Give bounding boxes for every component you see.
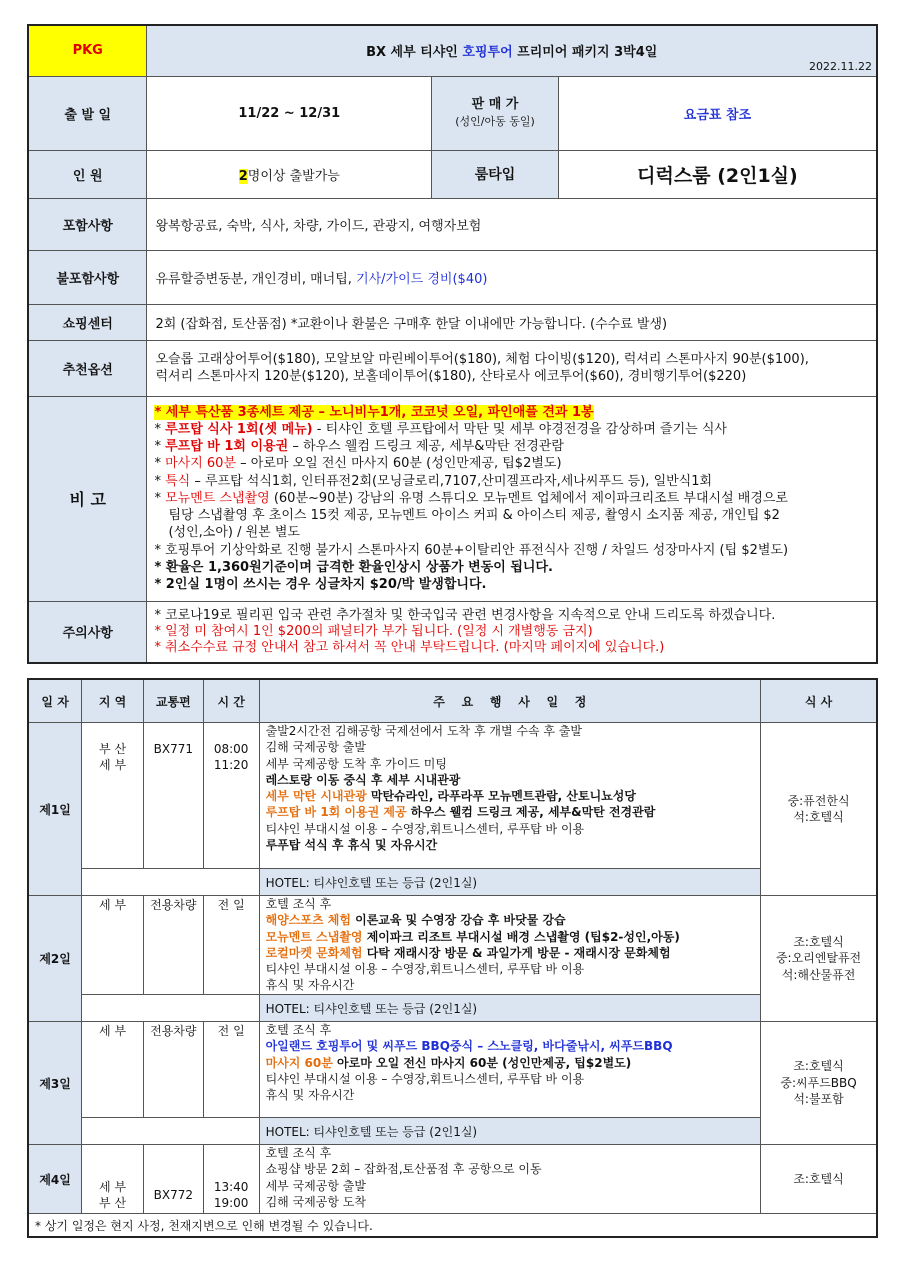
schedule-content — [259, 723, 760, 869]
time: 전 일 — [203, 896, 259, 995]
schedule-line: 김해 국제공항 도착 — [265, 1194, 366, 1209]
schedule-content — [259, 1145, 760, 1214]
title-highlight: 호핑투어 — [462, 45, 513, 61]
schedule-line: 루푸탑 석식 후 휴식 및 자유시간 — [265, 838, 438, 853]
schedule-line: 출발2시간전 김해공항 국제선에서 도착 후 개별 수속 후 출발 — [265, 724, 582, 738]
schedule-line: 모뉴멘트 스냅촬영 제이파크 리조트 부대시설 배경 스냅촬영 (팁$2-성인,아동) — [265, 929, 680, 944]
exclude-value — [147, 250, 877, 304]
exclude-fee: 기사/가이드 경비($40) — [356, 271, 488, 287]
transport: 전용차량 — [143, 1022, 203, 1118]
hotel-info: HOTEL: 티샤인호텔 또는 등급 (2인1실) — [259, 869, 760, 896]
exclude-label: 불포함사항 — [28, 250, 147, 304]
schedule-line: 휴식 및 자유시간 — [265, 978, 355, 993]
remark-line: * 세부 특산품 3종세트 제공 – 노니비누1개, 코코넛 오일, 파인애플 견과 1봉 — [154, 404, 594, 420]
departure-value: 11/22 ~ 12/31 — [147, 76, 432, 150]
region: 부 산 세 부 — [82, 723, 144, 869]
caution-line: * 코로나19로 필리핀 입국 관련 추가절차 및 한국입국 관련 변경사항을 지속적으로 안내 드리도록 하겠습니다. — [154, 608, 776, 624]
option-line: 럭셔리 스톤마사지 120분($120), 보홀데이투어($180), 산타로사 에코투어($60), 경비행기투어($220) — [155, 369, 747, 384]
schedule-line: 휴식 및 자유시간 — [265, 1088, 355, 1103]
itinerary-header — [28, 679, 877, 723]
shop-label: 쇼핑센터 — [28, 304, 147, 340]
schedule-line: 해양스포츠 체험 이론교육 및 수영장 강습 후 바닷물 강습 — [265, 913, 566, 928]
remark-line: * 호핑투어 기상악화로 진행 불가시 스톤마사지 60분+이탈리안 퓨전식사 진행 / 차일드 성장마사지 (팁 $2별도) — [154, 542, 789, 558]
schedule-line: 세부 국제공항 도착 후 가이드 미팅 — [265, 756, 447, 771]
schedule-content — [259, 896, 760, 995]
schedule-line: 세부 국제공항 출발 — [265, 1178, 366, 1193]
spacer — [82, 869, 259, 896]
price-label — [432, 76, 559, 150]
hotel-info: HOTEL: 티샤인호텔 또는 등급 (2인1실) — [259, 995, 760, 1022]
transport: 전용차량 — [143, 896, 203, 995]
header-meal: 식 사 — [761, 679, 877, 723]
option-value — [147, 340, 877, 396]
caution-label: 주의사항 — [28, 601, 147, 663]
schedule-line: 김해 국제공항 출발 — [265, 740, 366, 755]
issue-date: 2022.11.22 — [809, 59, 872, 73]
day-label: 제4일 — [28, 1145, 82, 1214]
schedule-line: 티샤인 부대시설 이용 – 수영장,휘트니스센터, 루푸탑 바 이용 — [265, 962, 585, 977]
include-label: 포함사항 — [28, 198, 147, 250]
day-label: 제2일 — [28, 896, 82, 1022]
shop-value: 2회 (잡화점, 토산품점) *교환이나 환불은 구매후 한달 이내에만 가능합니다. (수수료 발생) — [147, 304, 877, 340]
schedule-line: 쇼핑샵 방문 2회 – 잡화점,토산품점 후 공항으로 이동 — [265, 1162, 542, 1177]
caution-line: * 취소수수료 규정 안내서 참고 하셔서 꼭 안내 부탁드립니다. (마지막 페이지에 있습니다.) — [154, 639, 665, 655]
remark-line: (성인,소아) / 원본 별도 — [168, 525, 300, 541]
remark-line: * 루프탑 바 1회 이용권 – 하우스 웰컴 드링크 제공, 세부&막탄 전경관람 — [154, 439, 564, 455]
title-suffix: 프리미어 패키지 3박4일 — [512, 45, 658, 61]
people-text: 명이상 출발가능 — [247, 168, 340, 184]
price-value: 요금표 참조 — [558, 76, 877, 150]
hotel-info: HOTEL: 티샤인호텔 또는 등급 (2인1실) — [259, 1118, 760, 1145]
header-region: 지 역 — [82, 679, 144, 723]
header-transport: 교통편 — [143, 679, 203, 723]
region: 세 부 — [82, 1022, 144, 1118]
title-prefix: BX 세부 티샤인 — [366, 45, 463, 61]
schedule-line: 세부 막탄 시내관광 막탄슈라인, 라푸라푸 모뉴멘트관람, 산토니뇨성당 — [265, 789, 636, 804]
header-schedule: 주 요 행 사 일 정 — [259, 679, 760, 723]
include-value: 왕복항공료, 숙박, 식사, 차량, 가이드, 관광지, 여행자보험 — [147, 198, 877, 250]
table-row — [28, 896, 877, 995]
spacer — [82, 995, 259, 1022]
day-label: 제3일 — [28, 1022, 82, 1145]
caution-list — [147, 601, 877, 663]
schedule-line: 호텔 조식 후 — [265, 1023, 332, 1037]
schedule-line: 루프탑 바 1회 이용권 제공 하우스 웰컴 드링크 제공, 세부&막탄 전경관람 — [265, 805, 656, 820]
itinerary-table — [27, 678, 878, 1238]
pkg-tag: PKG — [28, 25, 147, 76]
footnote: * 상기 일정은 현지 사정, 천재지변으로 인해 변경될 수 있습니다. — [28, 1214, 877, 1238]
remarks-list — [147, 396, 877, 601]
schedule-content — [259, 1022, 760, 1118]
remark-line: * 2인실 1명이 쓰시는 경우 싱글차지 $20/박 발생합니다. — [154, 576, 487, 592]
meals: 중:퓨전한식 석:호텔식 — [761, 723, 877, 896]
transport: BX772 — [143, 1145, 203, 1214]
people-label: 인 원 — [28, 150, 147, 198]
price-label-sub: (성인/아동 동일) — [455, 115, 535, 128]
people-value — [147, 150, 432, 198]
remarks-label: 비 고 — [28, 396, 147, 601]
time: 08:00 11:20 — [203, 723, 259, 869]
schedule-line: 티샤인 부대시설 이용 – 수영장,휘트니스센터, 루푸탑 바 이용 — [265, 1071, 585, 1086]
remark-line: * 환율은 1,360원기준이며 급격한 환율인상시 상품가 변동이 됩니다. — [154, 559, 553, 575]
table-row — [28, 1145, 877, 1214]
region: 세 부 — [82, 896, 144, 995]
caution-line: * 일정 미 참여시 1인 $200의 패널티가 부가 됩니다. (일정 시 개별행동 금지) — [154, 623, 593, 639]
region: 세 부 부 산 — [82, 1145, 144, 1214]
schedule-line: 티샤인 부대시설 이용 – 수영장,휘트니스센터, 루푸탑 바 이용 — [265, 821, 585, 836]
price-label-main: 판 매 가 — [471, 97, 519, 112]
departure-label: 출 발 일 — [28, 76, 147, 150]
spacer — [82, 1118, 259, 1145]
time: 13:40 19:00 — [203, 1145, 259, 1214]
room-label: 룸타입 — [432, 150, 559, 198]
table-row — [28, 723, 877, 869]
header-day: 일 자 — [28, 679, 82, 723]
time: 전 일 — [203, 1022, 259, 1118]
people-num: 2 — [238, 168, 248, 184]
day-label: 제1일 — [28, 723, 82, 896]
remark-line: * 루프탑 식사 1회(셋 메뉴) - 티샤인 호텔 루프탑에서 막탄 및 세부 야경전경을 감상하며 즐기는 식사 — [154, 422, 727, 438]
meals: 조:호텔식 중:오리엔탈퓨전 석:해산물퓨전 — [761, 896, 877, 1022]
schedule-line: 아일랜드 호핑투어 및 씨푸드 BBQ중식 – 스노클링, 바다줄낚시, 씨푸드BBQ — [265, 1039, 673, 1054]
remark-line: * 마사지 60분 – 아로마 오일 전신 마사지 60분 (성인만제공, 팁$2별도) — [154, 456, 562, 472]
remark-line: * 모뉴멘트 스냅촬영 (60분~90분) 강남의 유명 스튜디오 모뉴멘트 업체에서 제이파크리조트 부대시설 배경으로 — [154, 490, 788, 506]
table-row — [28, 1022, 877, 1118]
schedule-line: 로컬마켓 문화체험 다탁 재래시장 방문 & 과일가게 방문 - 재래시장 문화체험 — [265, 945, 671, 960]
schedule-line: 호텔 조식 후 — [265, 1146, 332, 1160]
header-time: 시 간 — [203, 679, 259, 723]
meals: 조:호텔식 — [761, 1145, 877, 1214]
package-title — [147, 25, 877, 76]
option-line: 오슬롭 고래상어투어($180), 모알보알 마린베이투어($180), 체험 다이빙($120), 럭셔리 스톤마사지 90분($100), — [155, 352, 809, 367]
schedule-line: 레스토랑 이동 중식 후 세부 시내관광 — [265, 772, 461, 787]
transport: BX771 — [143, 723, 203, 869]
option-label: 추천옵션 — [28, 340, 147, 396]
remark-line: * 특식 – 루프탑 석식1회, 인터퓨전2회(모닝글로리,7107,산미겔프라자,세나씨푸드 등), 일반식1회 — [154, 473, 713, 489]
meals: 조:호텔식 중:씨푸드BBQ 석:불포함 — [761, 1022, 877, 1145]
room-value: 디럭스룸 (2인1실) — [558, 150, 877, 198]
exclude-text: 유류할증변동분, 개인경비, 매너팁, — [155, 271, 357, 287]
schedule-line: 호텔 조식 후 — [265, 897, 332, 911]
package-info-table — [27, 24, 878, 664]
schedule-line: 마사지 60분 아로마 오일 전신 마사지 60분 (성인만제공, 팁$2별도) — [265, 1055, 632, 1070]
remark-line: 팀당 스냅촬영 후 초이스 15컷 제공, 모뉴멘트 아이스 커피 & 아이스티 제공, 촬영시 소지품 제공, 개인팁 $2 — [168, 508, 780, 524]
